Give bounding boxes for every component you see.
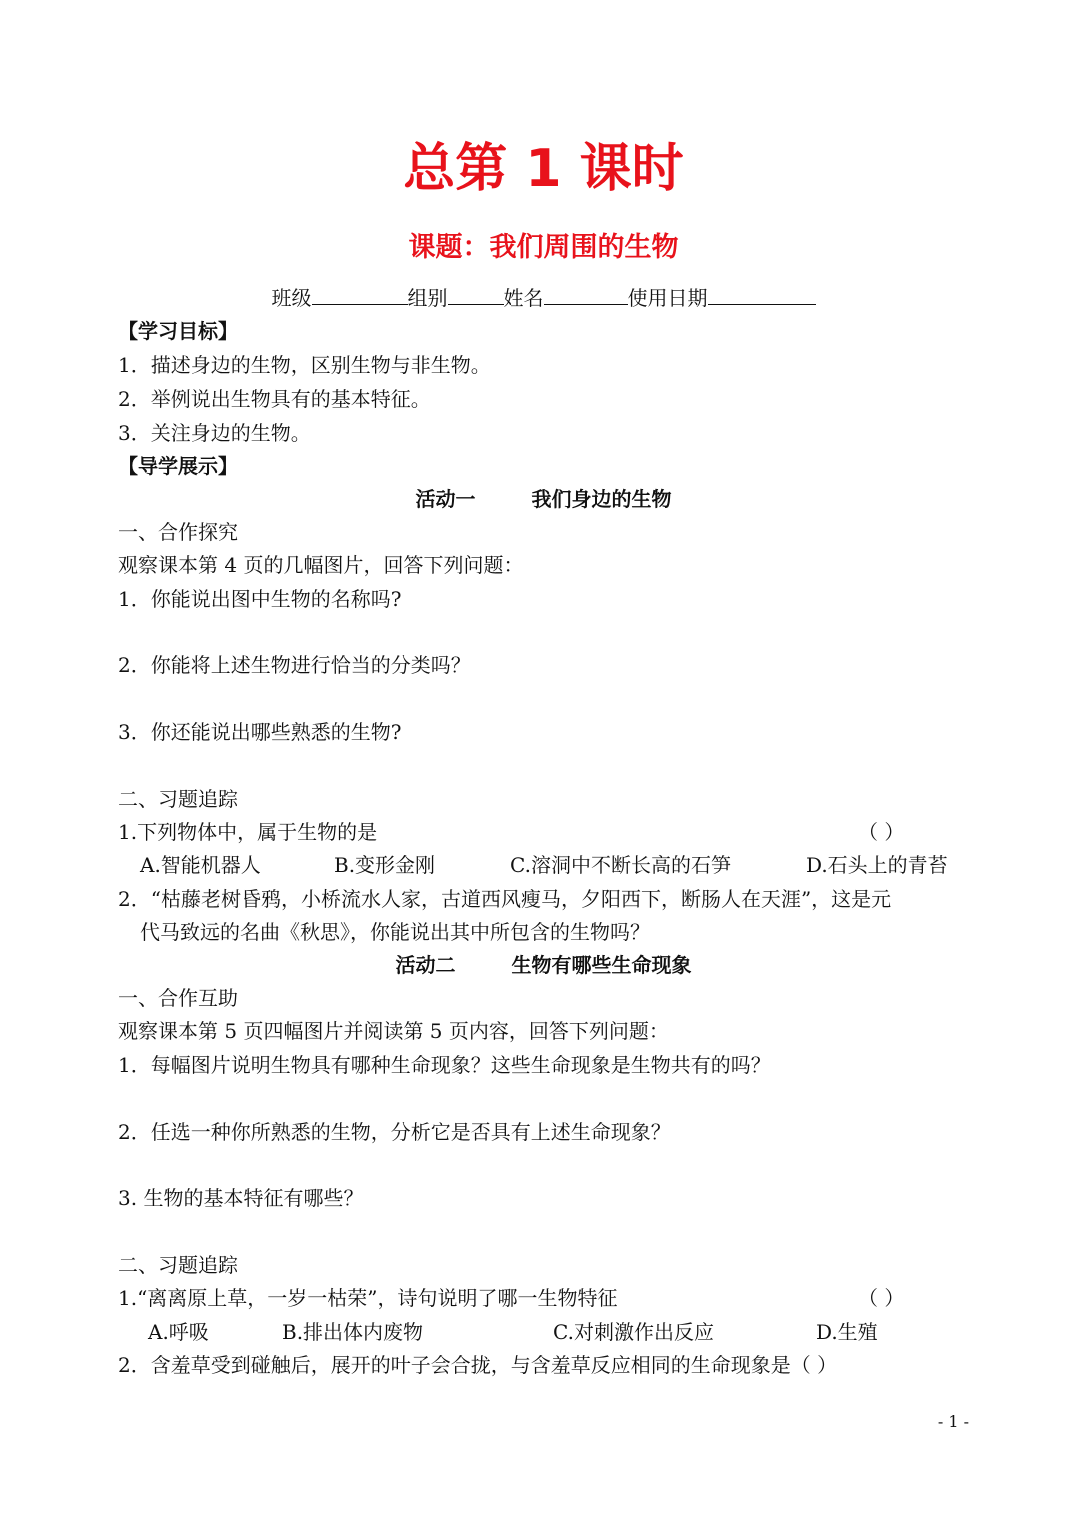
student-info-line [0, 282, 1087, 313]
activity2-intro: 观察课本第 5 页四幅图片并阅读第 5 页内容，回答下列问题： [118, 1019, 669, 1043]
question-item: 3．你还能说出哪些熟悉的生物? [118, 720, 402, 744]
activity2-label: 活动二 [395, 953, 456, 977]
answer-parentheses[interactable]: （ ） [858, 1286, 905, 1310]
exercise-question: 1.“离离原上草，一岁一枯荣”，诗句说明了哪一生物特征 [118, 1286, 618, 1310]
guide-heading: 【导学展示】 [118, 454, 238, 478]
option-c: C.对刺激作出反应 [553, 1320, 714, 1344]
activity1-title: 我们身边的生物 [531, 487, 672, 511]
activity1-label: 活动一 [415, 487, 476, 511]
question-item: 1．每幅图片说明生物具有哪种生命现象？这些生命现象是生物共有的吗？ [118, 1053, 771, 1077]
page-number: - 1 - [937, 1412, 969, 1431]
name-blank[interactable] [544, 282, 628, 305]
activity2-title: 生物有哪些生命现象 [511, 953, 692, 977]
objective-item: 1．描述身边的生物，区别生物与非生物。 [118, 353, 491, 377]
class-label: 班级 [271, 286, 312, 310]
option-c: C.溶洞中不断长高的石笋 [510, 853, 731, 877]
question-item: 3. 生物的基本特征有哪些？ [118, 1186, 364, 1210]
exercise-question: 2．含羞草受到碰触后，展开的叶子会合拢，与含羞草反应相同的生命现象是（ ） [118, 1353, 838, 1377]
answer-parentheses[interactable]: （ ） [858, 820, 905, 844]
exercise-question: 2．“枯藤老树昏鸦，小桥流水人家，古道西风瘦马，夕阳西下，断肠人在天涯”，这是元 [118, 887, 892, 911]
option-b: B.变形金刚 [334, 853, 436, 877]
question-item: 2．你能将上述生物进行恰当的分类吗？ [118, 653, 471, 677]
page-title: 总第 1 课时 [403, 139, 684, 199]
question-item: 2．任选一种你所熟悉的生物，分析它是否具有上述生命现象？ [118, 1120, 671, 1144]
class-blank[interactable] [312, 282, 408, 305]
activity1-intro: 观察课本第 4 页的几幅图片，回答下列问题： [118, 553, 524, 577]
lesson-subtitle: 课题：我们周围的生物 [408, 232, 679, 263]
question-item: 1．你能说出图中生物的名称吗? [118, 587, 402, 611]
option-a: A.呼吸 [148, 1320, 209, 1344]
option-b: B.排出体内废物 [282, 1320, 424, 1344]
exercise-question-continued: 代马致远的名曲《秋思》，你能说出其中所包含的生物吗？ [140, 920, 650, 944]
name-label: 姓名 [503, 286, 544, 310]
activity1-heading [0, 484, 1087, 514]
activity2-section1: 一、合作互助 [118, 986, 238, 1010]
date-label: 使用日期 [627, 286, 708, 310]
activity2-heading [0, 950, 1087, 980]
objectives-heading: 【学习目标】 [118, 319, 238, 343]
objective-item: 2．举例说出生物具有的基本特征。 [118, 387, 431, 411]
group-blank[interactable] [448, 282, 504, 305]
date-blank[interactable] [708, 282, 816, 305]
activity2-section2: 二、习题追踪 [118, 1253, 238, 1277]
exercise-question: 1.下列物体中，属于生物的是 [118, 820, 378, 844]
option-a: A.智能机器人 [140, 853, 261, 877]
activity1-section2: 二、习题追踪 [118, 787, 238, 811]
activity1-section1: 一、合作探究 [118, 520, 238, 544]
group-label: 组别 [407, 286, 448, 310]
objective-item: 3．关注身边的生物。 [118, 421, 311, 445]
option-d: D.石头上的青苔 [806, 853, 948, 877]
option-d: D.生殖 [816, 1320, 878, 1344]
